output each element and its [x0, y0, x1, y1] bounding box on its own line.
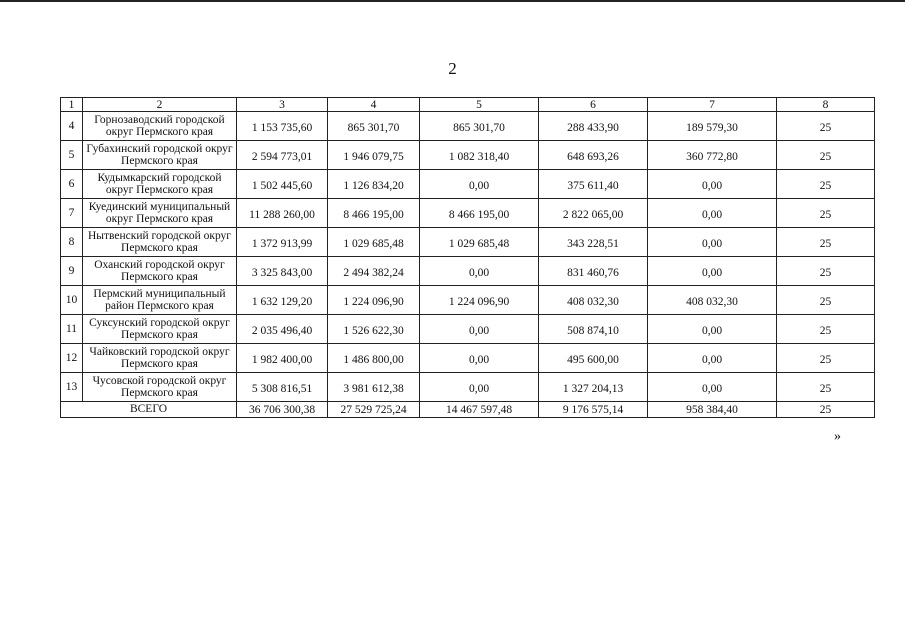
header-cell: 3	[237, 98, 328, 112]
amount-cell: 2 494 382,24	[328, 257, 420, 286]
header-cell: 6	[539, 98, 648, 112]
table-row	[61, 373, 875, 402]
table-row	[61, 141, 875, 170]
amount-cell: 508 874,10	[539, 315, 648, 344]
municipality-name-cell: Нытвенский городской округ Пермского края	[83, 228, 237, 257]
amount-cell: 25	[777, 344, 875, 373]
amount-cell: 1 082 318,40	[420, 141, 539, 170]
amount-cell: 8 466 195,00	[420, 199, 539, 228]
municipality-name-cell: Пермский муниципальный район Пермского края	[83, 286, 237, 315]
amount-cell: 495 600,00	[539, 344, 648, 373]
municipality-name-cell: Горнозаводский городской округ Пермского края	[83, 112, 237, 141]
amount-cell: 1 224 096,90	[420, 286, 539, 315]
amount-cell: 5 308 816,51	[237, 373, 328, 402]
amount-cell: 11 288 260,00	[237, 199, 328, 228]
municipality-name-cell: Кудымкарский городской округ Пермского края	[83, 170, 237, 199]
table-row	[61, 344, 875, 373]
table-body	[61, 98, 875, 418]
header-cell: 7	[648, 98, 777, 112]
table-row	[61, 315, 875, 344]
amount-cell: 2 822 065,00	[539, 199, 648, 228]
amount-cell: 1 327 204,13	[539, 373, 648, 402]
amount-cell: 25	[777, 112, 875, 141]
total-cell: 25	[777, 402, 875, 418]
row-number-cell: 6	[61, 170, 83, 199]
amount-cell: 343 228,51	[539, 228, 648, 257]
total-cell: 27 529 725,24	[328, 402, 420, 418]
header-cell: 2	[83, 98, 237, 112]
municipality-name-cell: Губахинский городской округ Пермского края	[83, 141, 237, 170]
row-number-cell: 8	[61, 228, 83, 257]
total-cell: 9 176 575,14	[539, 402, 648, 418]
header-row	[61, 98, 875, 112]
amount-cell: 408 032,30	[648, 286, 777, 315]
row-number-cell: 4	[61, 112, 83, 141]
amount-cell: 0,00	[648, 199, 777, 228]
amount-cell: 25	[777, 315, 875, 344]
amount-cell: 0,00	[420, 315, 539, 344]
table-row	[61, 199, 875, 228]
row-number-cell: 7	[61, 199, 83, 228]
amount-cell: 1 372 913,99	[237, 228, 328, 257]
amount-cell: 0,00	[648, 315, 777, 344]
amount-cell: 8 466 195,00	[328, 199, 420, 228]
header-cell: 5	[420, 98, 539, 112]
amount-cell: 2 594 773,01	[237, 141, 328, 170]
municipality-name-cell: Чусовской городской округ Пермского края	[83, 373, 237, 402]
amount-cell: 0,00	[420, 257, 539, 286]
amount-cell: 25	[777, 373, 875, 402]
amount-cell: 1 526 622,30	[328, 315, 420, 344]
table-row	[61, 257, 875, 286]
total-cell: 958 384,40	[648, 402, 777, 418]
amount-cell: 3 325 843,00	[237, 257, 328, 286]
amount-cell: 1 946 079,75	[328, 141, 420, 170]
municipality-name-cell: Суксунский городской округ Пермского края	[83, 315, 237, 344]
row-number-cell: 11	[61, 315, 83, 344]
table-row	[61, 112, 875, 141]
municipality-name-cell: Чайковский городской округ Пермского края	[83, 344, 237, 373]
amount-cell: 1 502 445,60	[237, 170, 328, 199]
amount-cell: 25	[777, 141, 875, 170]
amount-cell: 831 460,76	[539, 257, 648, 286]
amount-cell: 0,00	[420, 344, 539, 373]
budget-allocation-table	[60, 97, 875, 418]
header-cell: 4	[328, 98, 420, 112]
amount-cell: 375 611,40	[539, 170, 648, 199]
row-number-cell: 5	[61, 141, 83, 170]
amount-cell: 288 433,90	[539, 112, 648, 141]
municipality-name-cell: Куединский муниципальный округ Пермского края	[83, 199, 237, 228]
row-number-cell: 12	[61, 344, 83, 373]
total-cell: 36 706 300,38	[237, 402, 328, 418]
amount-cell: 0,00	[648, 228, 777, 257]
row-number-cell: 9	[61, 257, 83, 286]
amount-cell: 0,00	[648, 344, 777, 373]
amount-cell: 3 981 612,38	[328, 373, 420, 402]
row-number-cell: 13	[61, 373, 83, 402]
amount-cell: 0,00	[648, 257, 777, 286]
total-cell: 14 467 597,48	[420, 402, 539, 418]
amount-cell: 1 029 685,48	[420, 228, 539, 257]
amount-cell: 1 486 800,00	[328, 344, 420, 373]
header-cell: 1	[61, 98, 83, 112]
amount-cell: 0,00	[648, 373, 777, 402]
amount-cell: 25	[777, 199, 875, 228]
amount-cell: 0,00	[648, 170, 777, 199]
table-row	[61, 170, 875, 199]
amount-cell: 1 153 735,60	[237, 112, 328, 141]
amount-cell: 1 029 685,48	[328, 228, 420, 257]
amount-cell: 25	[777, 170, 875, 199]
amount-cell: 2 035 496,40	[237, 315, 328, 344]
amount-cell: 1 224 096,90	[328, 286, 420, 315]
row-number-cell: 10	[61, 286, 83, 315]
amount-cell: 0,00	[420, 373, 539, 402]
amount-cell: 865 301,70	[420, 112, 539, 141]
amount-cell: 0,00	[420, 170, 539, 199]
amount-cell: 189 579,30	[648, 112, 777, 141]
scan-edge-line	[0, 0, 905, 2]
municipality-name-cell: Оханский городской округ Пермского края	[83, 257, 237, 286]
amount-cell: 1 126 834,20	[328, 170, 420, 199]
amount-cell: 25	[777, 257, 875, 286]
table-row	[61, 228, 875, 257]
table-row	[61, 286, 875, 315]
total-label: ВСЕГО	[61, 402, 237, 418]
closing-quote-mark: »	[834, 429, 841, 444]
total-row	[61, 402, 875, 418]
amount-cell: 408 032,30	[539, 286, 648, 315]
amount-cell: 25	[777, 286, 875, 315]
amount-cell: 1 982 400,00	[237, 344, 328, 373]
amount-cell: 360 772,80	[648, 141, 777, 170]
amount-cell: 1 632 129,20	[237, 286, 328, 315]
amount-cell: 25	[777, 228, 875, 257]
page-number: 2	[448, 59, 457, 78]
amount-cell: 865 301,70	[328, 112, 420, 141]
header-cell: 8	[777, 98, 875, 112]
amount-cell: 648 693,26	[539, 141, 648, 170]
